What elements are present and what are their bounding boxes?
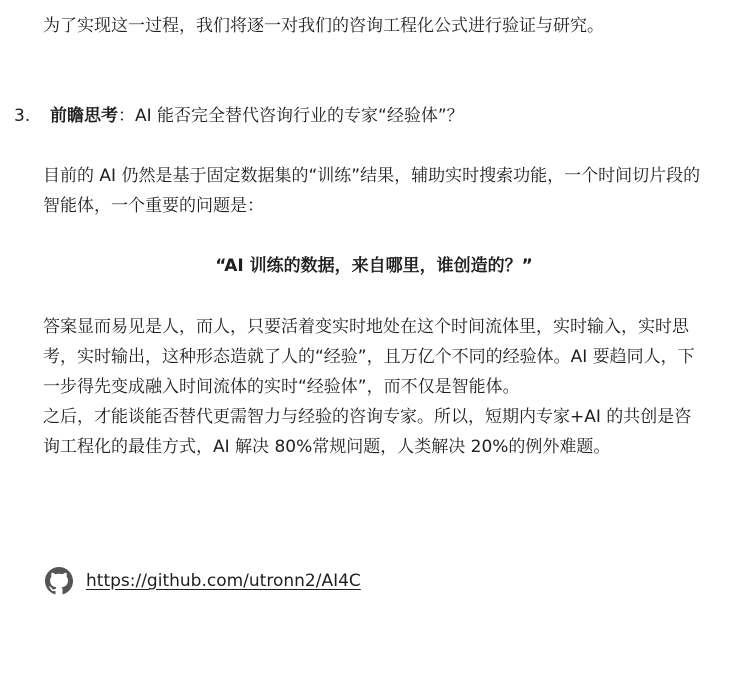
list-item-3 [14,101,464,131]
body-paragraph-1: 目前的 AI 仍然是基于固定数据集的“训练”结果，辅助实时搜索功能，一个时间切片段的智能体，一个重要的问题是： [43,166,701,216]
centered-quote: “AI 训练的数据，来自哪里，谁创造的？” [215,256,533,276]
intro-paragraph: 为了实现这一过程，我们将逐一对我们的咨询工程化公式进行验证与研究。 [43,16,604,36]
list-item-heading: 前瞻思考 [50,106,118,126]
body-paragraph-2: 答案显而易见是人，而人，只要活着变实时地处在这个时间流体里，实时输入，实时思考，实时输出，这种形态造就了人的“经验”，且万亿个不同的经验体。AI 要趋同人，下一步得先变成融入时间流体的实时“经验体”，而不仅是智能体。 [43,317,695,397]
github-link-row [45,566,361,596]
body-paragraph-3: 之后，才能谈能否替代更需智力与经验的咨询专家。所以，短期内专家+AI 的共创是咨询工程化的最佳方式，AI 解决 80%常规问题，人类解决 20%的例外难题。 [43,407,692,457]
github-link[interactable]: https://github.com/utronn2/AI4C [86,571,361,591]
github-icon[interactable] [45,567,73,595]
list-number: 3. [14,106,31,126]
list-item-text: ：AI 能否完全替代咨询行业的专家“经验体”？ [118,106,464,126]
